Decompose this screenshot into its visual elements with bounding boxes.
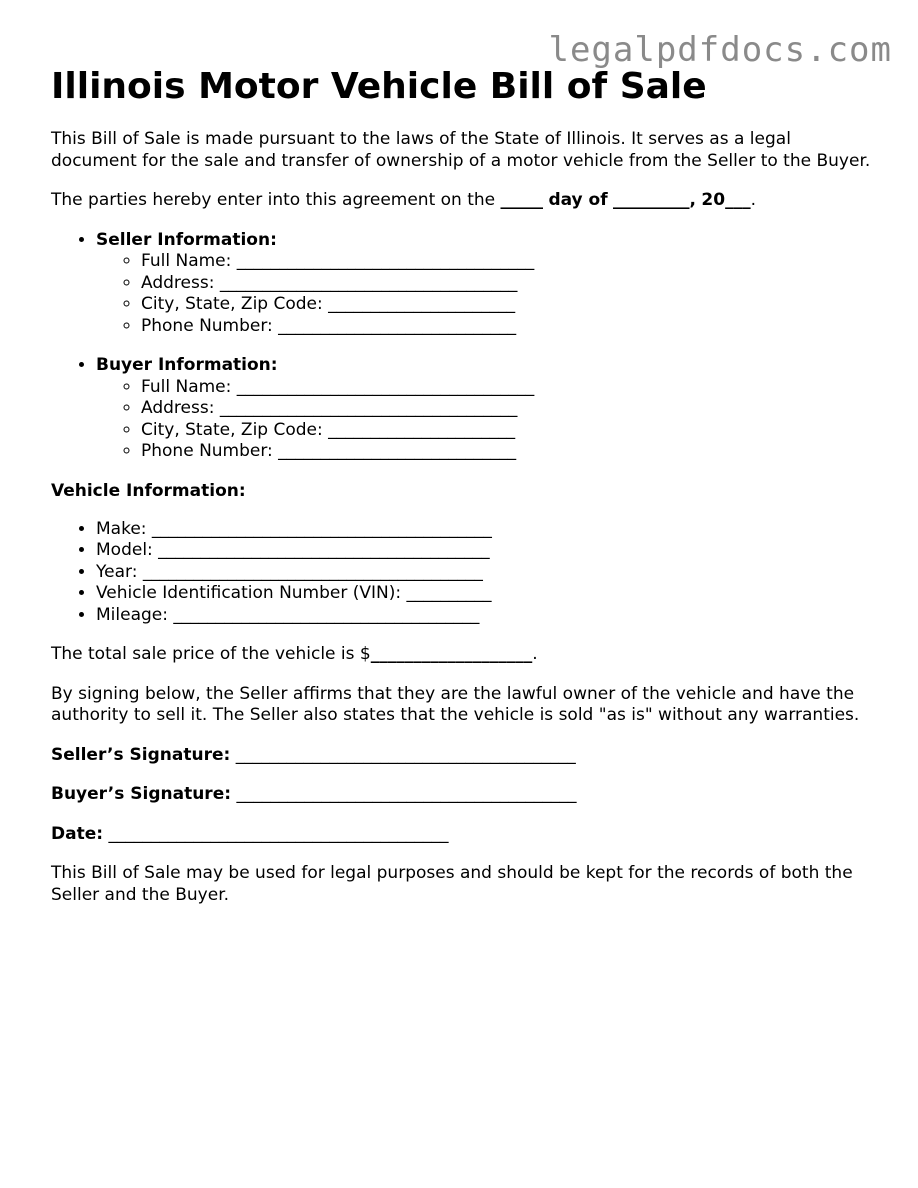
affirmation-paragraph: By signing below, the Seller affirms that they are the lawful owner of the vehicle and have the authority to sell it. The Seller also states that the vehicle is sold "as is" without any warranties. — [51, 683, 860, 726]
date-field[interactable]: ________________________________________ — [108, 823, 449, 844]
date-label: Date: — [51, 823, 104, 844]
seller-city-state-zip-field[interactable]: ◦ City, State, Zip Code: ______________________ — [141, 294, 871, 316]
seller-section — [51, 230, 871, 338]
date-line — [51, 824, 871, 846]
watermark: legalpdfdocs.com — [548, 30, 892, 70]
buyer-signature-field[interactable]: ________________________________________ — [236, 784, 577, 805]
seller-address-field[interactable]: ◦ Address: ___________________________________ — [141, 273, 871, 295]
seller-signature-line — [51, 745, 871, 767]
sale-price-end: . — [532, 644, 538, 665]
vehicle-mileage-field[interactable]: • Mileage: ____________________________________ — [96, 605, 871, 627]
buyer-info-item — [96, 355, 871, 463]
seller-phone-field[interactable]: ◦ Phone Number: ____________________________ — [141, 316, 871, 338]
seller-fields — [96, 251, 871, 337]
vehicle-model-field[interactable]: • Model: _______________________________________ — [96, 540, 871, 562]
sale-price-blank[interactable]: ___________________ — [370, 644, 533, 665]
seller-info-item — [96, 230, 871, 338]
buyer-signature-label: Buyer’s Signature: — [51, 784, 232, 805]
buyer-full-name-field[interactable]: ◦ Full Name: ___________________________________ — [141, 377, 871, 399]
sale-price-prefix: The total sale price of the vehicle is $ — [51, 644, 371, 665]
agreement-end: . — [750, 190, 756, 211]
buyer-address-field[interactable]: ◦ Address: ___________________________________ — [141, 398, 871, 420]
sale-price-line — [51, 644, 871, 666]
document-title: Illinois Motor Vehicle Bill of Sale — [51, 66, 707, 107]
closing-paragraph: This Bill of Sale may be used for legal purposes and should be kept for the records of both the Seller and the Buyer. — [51, 863, 853, 905]
agreement-year-blank[interactable]: 20___ — [701, 190, 751, 211]
vehicle-vin-field[interactable]: • Vehicle Identification Number (VIN): __________ — [96, 583, 871, 605]
agreement-prefix: The parties hereby enter into this agreement on the — [51, 190, 496, 211]
agreement-day-of: day of — [548, 190, 608, 211]
document-page — [51, 66, 871, 924]
buyer-heading: Buyer Information: — [96, 355, 278, 376]
buyer-signature-line — [51, 784, 871, 806]
buyer-phone-field[interactable]: ◦ Phone Number: ____________________________ — [141, 441, 871, 463]
vehicle-heading: Vehicle Information: — [51, 480, 246, 501]
agreement-date-line — [51, 190, 871, 212]
agreement-day-blank[interactable]: _____ — [500, 190, 544, 211]
seller-full-name-field[interactable]: ◦ Full Name: ___________________________________ — [141, 251, 871, 273]
buyer-city-state-zip-field[interactable]: ◦ City, State, Zip Code: ______________________ — [141, 420, 871, 442]
buyer-section — [51, 355, 871, 463]
vehicle-year-field[interactable]: • Year: ________________________________________ — [96, 562, 871, 584]
seller-heading: Seller Information: — [96, 229, 277, 250]
seller-signature-field[interactable]: ________________________________________ — [235, 744, 576, 765]
vehicle-make-field[interactable]: • Make: ________________________________________ — [96, 519, 871, 541]
intro-paragraph: This Bill of Sale is made pursuant to the laws of the State of Illinois. It serves as a legal document for the sale and transfer of ownership of a motor vehicle from the Seller to the Buyer. — [51, 129, 871, 171]
seller-signature-label: Seller’s Signature: — [51, 744, 231, 765]
agreement-month-blank[interactable]: _________, — [613, 190, 697, 211]
vehicle-fields — [51, 519, 871, 627]
buyer-fields — [96, 377, 871, 463]
